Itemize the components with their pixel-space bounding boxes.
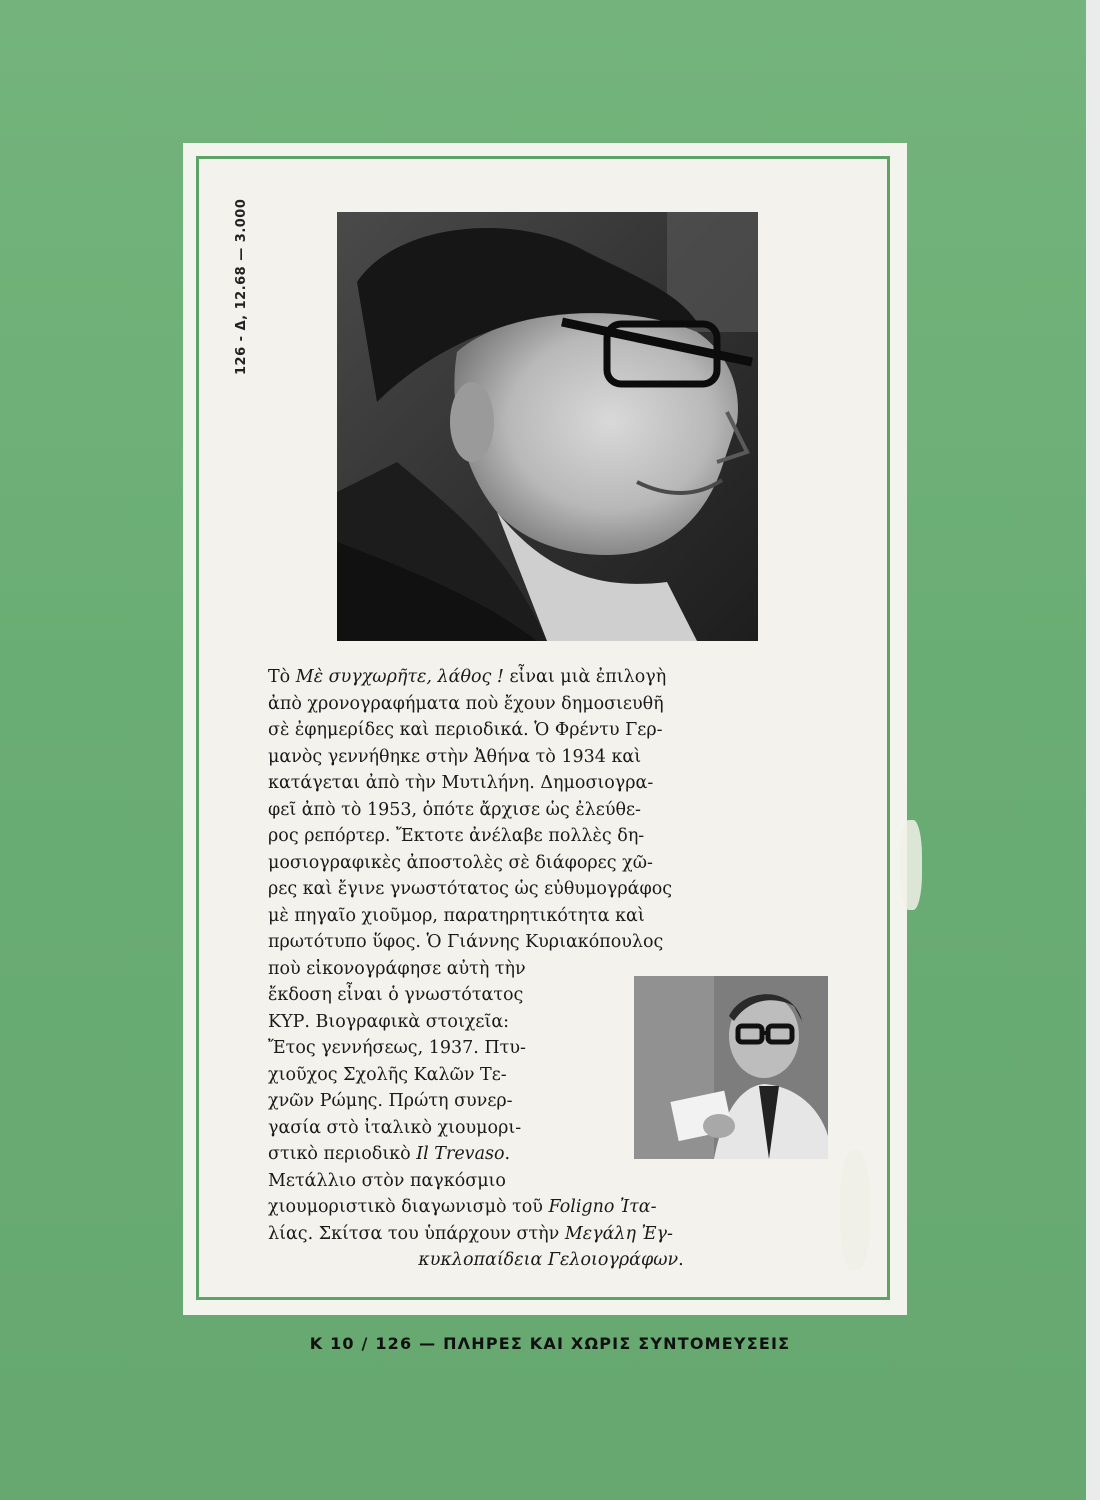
bio-line: κυκλοπαίδεια Γελοιογράφων. [418, 1250, 684, 1270]
bio-line: χιοῦχος Σχολῆς Καλῶν Τε- [268, 1064, 507, 1085]
bio-line: μανὸς γεννήθηκε στὴν Ἀθήνα τὸ 1934 καὶ [268, 746, 642, 767]
bio-line: φεῖ ἀπὸ τὸ 1953, ὁπότε ἄρχισε ὡς ἐλεύθε- [268, 799, 641, 820]
book-title: Μὲ συγχωρῆτε, λάθος ! [295, 667, 504, 687]
encyclopedia-name: Μεγάλη Ἐγ- [564, 1223, 673, 1244]
print-code: 126 - Δ, 12.68 — 3.000 [234, 198, 249, 375]
place-name: Foligno Ἰτα- [548, 1197, 657, 1217]
cover-edge [1086, 0, 1100, 1500]
bio-line: κατάγεται ἀπὸ τὴν Μυτιλήνη. Δημοσιογρα- [268, 773, 654, 793]
bio-line: γασία στὸ ἰταλικὸ χιουμορι- [268, 1117, 522, 1138]
bio-line: ποὺ εἰκονογράφησε αὐτὴ τὴν [268, 958, 526, 979]
bio-line: λίας. Σκίτσα του ὑπάρχουν στὴν Μεγάλη Ἐγ- [268, 1223, 673, 1244]
bio-line: ρος ρεπόρτερ. Ἔκτοτε ἀνέλαβε πολλὲς δη- [268, 826, 645, 846]
magazine-name: Il Trevaso [416, 1144, 505, 1164]
paper-wear [900, 820, 922, 910]
author-biography [268, 664, 834, 1274]
paper-wear [840, 1150, 870, 1270]
bio-line: ἔκδοση εἶναι ὁ γνωστότατος [268, 985, 524, 1005]
author-portrait [337, 212, 758, 641]
bio-line: μὲ πηγαῖο χιοῦμορ, παρατηρητικότητα καὶ [268, 905, 645, 926]
bio-line: σὲ ἐφημερίδες καὶ περιοδικά. Ὁ Φρέντυ Γερ- [268, 720, 663, 740]
bio-line: μοσιογραφικὲς ἀποστολὲς σὲ διάφορες χῶ- [268, 852, 653, 873]
bio-line: Τὸ Μὲ συγχωρῆτε, λάθος ! εἶναι μιὰ ἐπιλογὴ [268, 667, 667, 687]
bio-line: χιουμοριστικὸ διαγωνισμὸ τοῦ Foligno Ἰτα- [268, 1197, 657, 1217]
bio-line: Ἔτος γεννήσεως, 1937. Πτυ- [268, 1038, 526, 1058]
bio-line: Μετάλλιο στὸν παγκόσμιο [268, 1170, 506, 1191]
bio-line: πρωτότυπο ὕφος. Ὁ Γιάννης Κυριακόπουλος [268, 932, 664, 952]
bio-line: ρες καὶ ἔγινε γνωστότατος ὡς εὐθυμογράφος [268, 879, 673, 899]
bio-line: χνῶν Ρώμης. Πρώτη συνερ- [268, 1091, 513, 1111]
author-portrait-image [337, 212, 758, 641]
bio-line: ἀπὸ χρονογραφήματα ποὺ ἔχουν δημοσιευθῆ [268, 693, 664, 714]
edition-footer: Κ 10 / 126 — ΠΛΗΡΕΣ ΚΑΙ ΧΩΡΙΣ ΣΥΝΤΟΜΕΥΣΕΙΣ [309, 1334, 791, 1353]
bio-line: ΚΥΡ. Βιογραφικὰ στοιχεῖα: [268, 1011, 510, 1032]
encyclopedia-name: κυκλοπαίδεια Γελοιογράφων [418, 1250, 679, 1270]
bio-line: στικὸ περιοδικὸ Il Trevaso. [268, 1144, 511, 1164]
